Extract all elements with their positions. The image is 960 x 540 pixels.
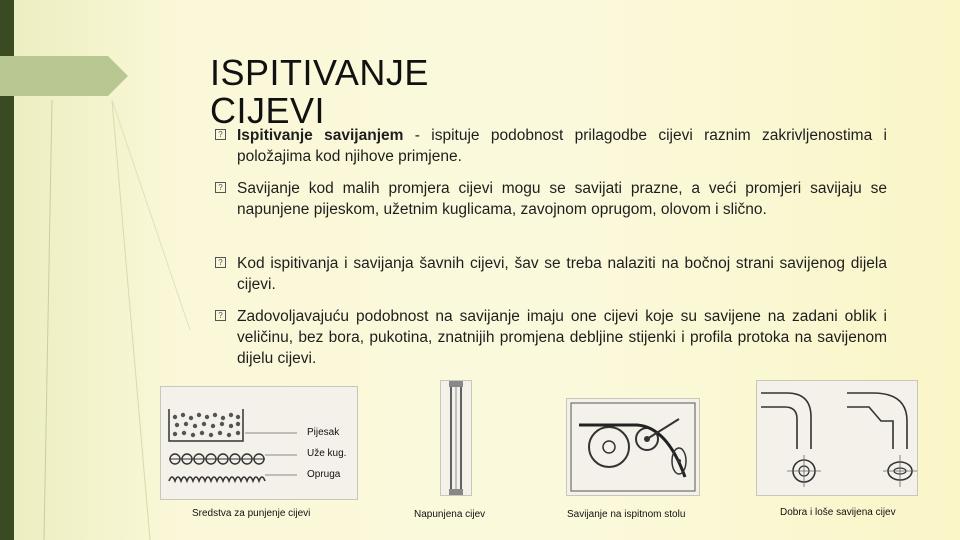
slide-title: ISPITIVANJE CIJEVI [210,52,429,131]
bullet-bold-text: Ispitivanje savijanjem [237,127,404,144]
figure-label: Uže kug. [307,448,347,459]
test-table-drawing [567,399,699,495]
good-bad-pipe-drawing [757,381,917,495]
figure-caption: Savijanje na ispitnom stolu [567,509,686,520]
figure-label: Opruga [307,469,341,480]
bullet-item [215,253,887,295]
figure-caption: Napunjena cijev [414,509,486,520]
bullet-icon: ? [215,182,226,193]
bullet-icon: ? [215,129,226,140]
test-table-figure [566,398,700,496]
filled-pipe-drawing [441,381,471,495]
filled-pipe-figure [440,380,472,496]
bullet-icon: ? [215,257,226,268]
bullet-item [215,178,887,220]
bullet-text: - ispituje podobnost prilagodbe cijevi raznim zakrivljenostima i položajima kod njihove primjene. [237,127,887,165]
filling-materials-drawing [161,387,357,499]
bullet-text: Zadovoljavajuću podobnost na savijanje imaju one cijevi koje su savijene na zadani oblik i veličinu, bez bora, pukotina, znatnijih promjena debljine stijenki i profila protoka na savijenom dijelu cijevi. [237,308,887,367]
filling-materials-figure [160,386,358,500]
bullet-item [215,306,887,369]
figure-label: Pijesak [307,427,340,438]
figure-caption: Dobra i loše savijena cijev [780,507,896,518]
figure-caption: Sredstva za punjenje cijevi [192,508,311,519]
bullet-text: Savijanje kod malih promjera cijevi mogu se savijati prazne, a veći promjeri savijaju se napunjene pijeskom, užetnim kuglicama, zavojnom oprugom, olovom i slično. [237,180,887,218]
bullet-text: Kod ispitivanja i savijanja šavnih cijevi, šav se treba nalaziti na bočnoj strani savijenog dijela cijevi. [237,255,887,293]
bullet-icon: ? [215,310,226,321]
good-bad-pipe-figure [756,380,918,496]
bullet-item [215,125,887,167]
title-arrow-shape [0,56,128,96]
